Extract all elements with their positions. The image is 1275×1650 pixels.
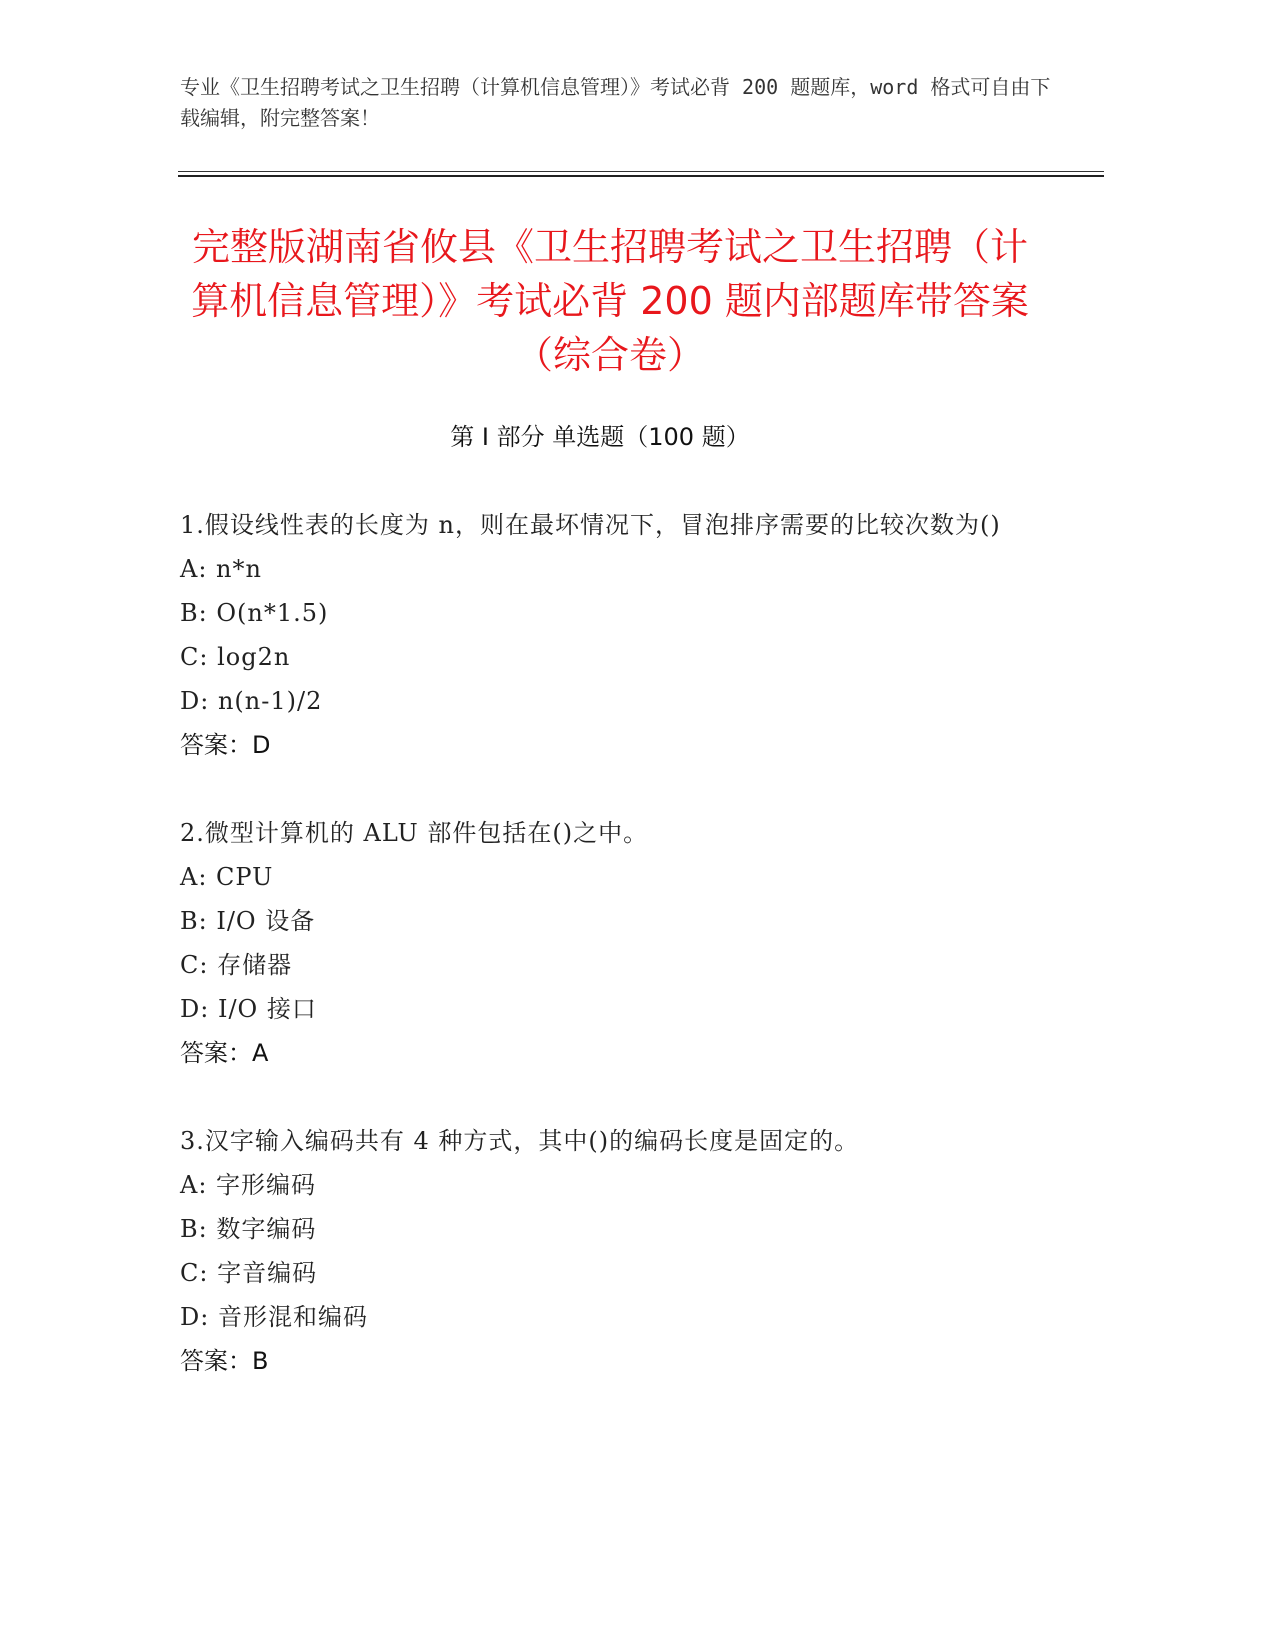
answer-line: 答案：D [180,731,271,759]
option-d: D: I/O 接口 [180,995,317,1023]
option-d: D: 音形混和编码 [180,1303,368,1331]
option-c: C: log2n [180,643,291,671]
question-stem: 3.汉字输入编码共有 4 种方式，其中()的编码长度是固定的。 [180,1127,860,1155]
question-stem: 2.微型计算机的 ALU 部件包括在()之中。 [180,819,649,847]
header-divider-thin [178,171,1104,172]
answer-line: 答案：A [180,1039,269,1067]
question-item [180,811,1060,1075]
question-stem: 1.假设线性表的长度为 n，则在最坏情况下，冒泡排序需要的比较次数为() [180,511,1001,539]
option-a: A: 字形编码 [180,1171,317,1199]
header-divider-thick [178,175,1104,177]
header-note: 专业《卫生招聘考试之卫生招聘（计算机信息管理）》考试必背 200 题题库，word 格式可自由下载编辑，附完整答案！ [180,75,1051,130]
option-c: C: 字音编码 [180,1259,318,1287]
question-item [180,1119,1060,1383]
option-b: B: O(n*1.5) [180,599,329,627]
option-c: C: 存储器 [180,951,293,979]
option-a: A: n*n [180,555,262,583]
option-b: B: 数字编码 [180,1215,317,1243]
option-a: A: CPU [180,863,274,891]
document-title: 完整版湖南省攸县《卫生招聘考试之卫生招聘（计算机信息管理）》考试必背 200 题内部题库带答案（综合卷） [191,225,1029,377]
option-d: D: n(n-1)/2 [180,687,323,715]
answer-line: 答案：B [180,1347,269,1375]
question-item [180,503,1060,767]
option-b: B: I/O 设备 [180,907,316,935]
section-heading: 第 I 部分 单选题（100 题） [450,423,750,451]
question-list [180,503,1060,1427]
